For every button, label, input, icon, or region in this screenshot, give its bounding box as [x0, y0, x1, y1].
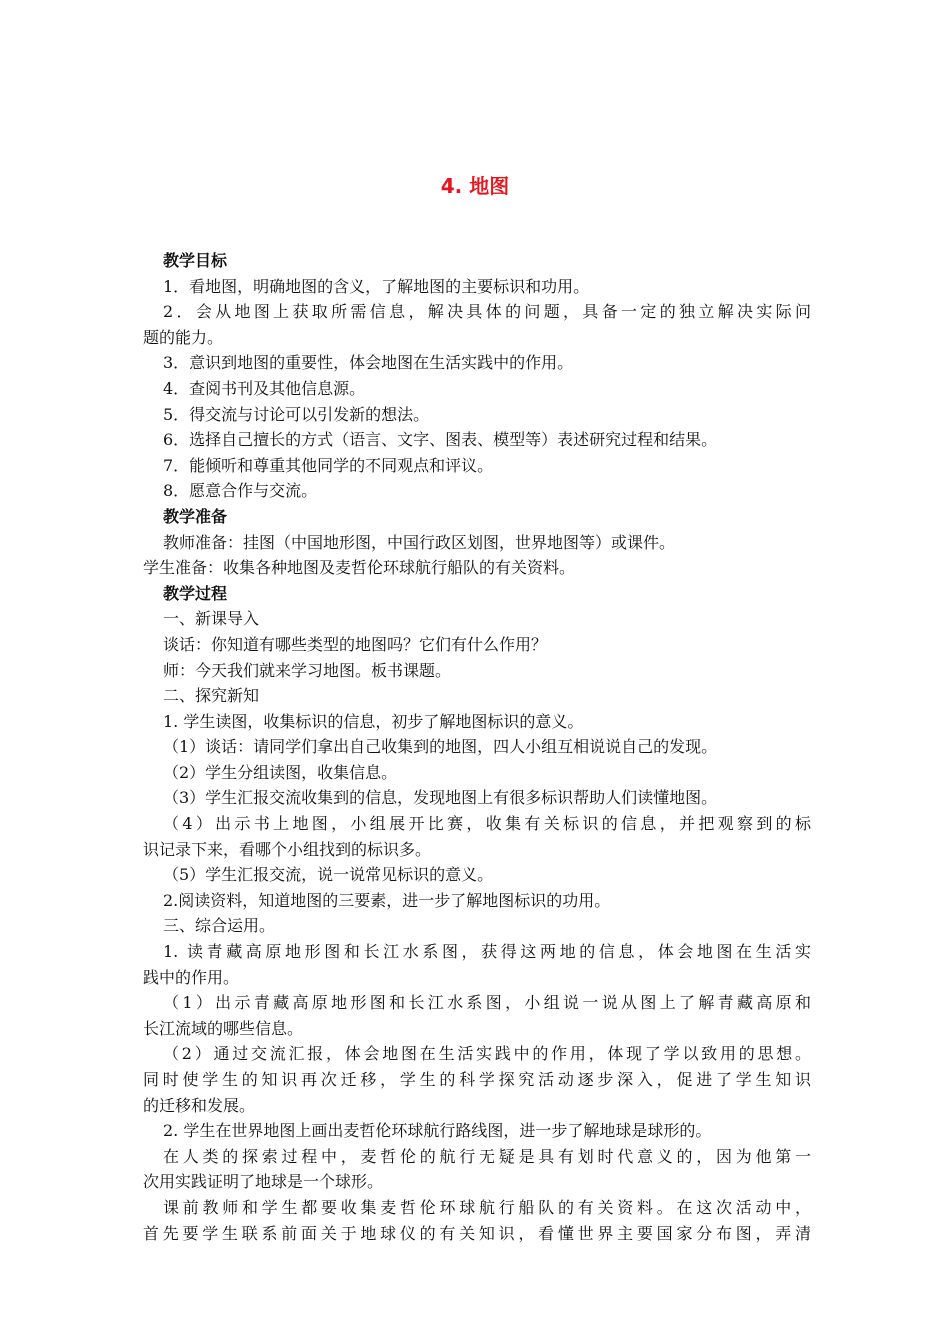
text-line: 1. 学生读图，收集标识的信息，初步了解地图标识的意义。	[163, 711, 584, 731]
section-heading: 教学准备	[163, 506, 228, 526]
text-line: 教师准备：挂图（中国地形图，中国行政区划图，世界地图等）或课件。	[163, 532, 676, 552]
text-line: 次用实践证明了地球是一个球形。	[143, 1172, 384, 1192]
text-line: （4）出示书上地图，小组展开比赛，收集有关标识的信息，并把观察到的标	[163, 814, 811, 834]
text-line: 1. 读青藏高原地形图和长江水系图，获得这两地的信息，体会地图在生活实	[163, 942, 811, 962]
text-line: （2）通过交流汇报，体会地图在生活实践中的作用，体现了学以致用的思想。	[163, 1044, 811, 1064]
text-line: 8．愿意合作与交流。	[163, 481, 318, 501]
text-line: （5）学生汇报交流，说一说常见标识的意义。	[163, 865, 494, 885]
text-line: 同时使学生的知识再次迁移，学生的科学探究活动逐步深入，促进了学生知识	[143, 1070, 811, 1089]
text-line: 1．看地图，明确地图的含义，了解地图的主要标识和功用。	[163, 276, 590, 296]
text-line: 谈话：你知道有哪些类型的地图吗？它们有什么作用？	[163, 634, 548, 654]
section-heading: 教学目标	[163, 251, 228, 270]
text-line: 3．意识到地图的重要性，体会地图在生活实践中的作用。	[163, 353, 574, 373]
text-line: 在人类的探索过程中，麦哲伦的航行无疑是具有划时代意义的，因为他第一	[163, 1146, 811, 1166]
text-line: 学生准备：收集各种地图及麦哲伦环球航行船队的有关资料。	[143, 558, 576, 578]
document-title: 4. 地图	[440, 174, 510, 198]
text-line: 师：今天我们就来学习地图。板书课题。	[163, 660, 452, 680]
text-line: （2）学生分组读图，收集信息。	[163, 762, 398, 782]
text-line: 长江流域的哪些信息。	[143, 1018, 304, 1038]
text-line: 一、新课导入	[163, 609, 260, 629]
text-line: 题的能力。	[143, 327, 224, 347]
text-line: 二、探究新知	[163, 686, 260, 706]
text-line: 的迁移和发展。	[143, 1095, 256, 1115]
text-line: 2.阅读资料，知道地图的三要素，进一步了解地图标识的功用。	[163, 890, 611, 910]
text-line: 首先要学生联系前面关于地球仪的有关知识，看懂世界主要国家分布图，弄清	[143, 1223, 811, 1243]
text-line: 2. 学生在世界地图上画出麦哲伦环球航行路线图，进一步了解地球是球形的。	[163, 1121, 712, 1141]
text-line: 5．得交流与讨论可以引发新的想法。	[163, 404, 430, 424]
text-line: 课前教师和学生都要收集麦哲伦环球航行船队的有关资料。在这次活动中，	[163, 1197, 811, 1217]
text-line: 践中的作用。	[143, 967, 240, 987]
text-line: （1）出示青藏高原地形图和长江水系图，小组说一说从图上了解青藏高原和	[163, 993, 811, 1013]
text-line: 三、综合运用。	[163, 916, 276, 936]
section-heading: 教学过程	[163, 583, 228, 603]
text-line: 7．能倾听和尊重其他同学的不同观点和评议。	[163, 455, 494, 475]
text-line: 6．选择自己擅长的方式（语言、文字、图表、模型等）表述研究过程和结果。	[163, 430, 718, 450]
document-body	[143, 248, 811, 1246]
text-line: 识记录下来，看哪个小组找到的标识多。	[143, 839, 432, 859]
text-line: （1）谈话：请同学们拿出自己收集到的地图，四人小组互相说说自己的发现。	[163, 737, 718, 757]
text-line: 4．查阅书刊及其他信息源。	[163, 378, 366, 398]
text-line: （3）学生汇报交流收集到的信息，发现地图上有很多标识帮助人们读懂地图。	[163, 788, 718, 808]
text-line: 2．会从地图上获取所需信息，解决具体的问题，具备一定的独立解决实际问	[163, 302, 811, 322]
